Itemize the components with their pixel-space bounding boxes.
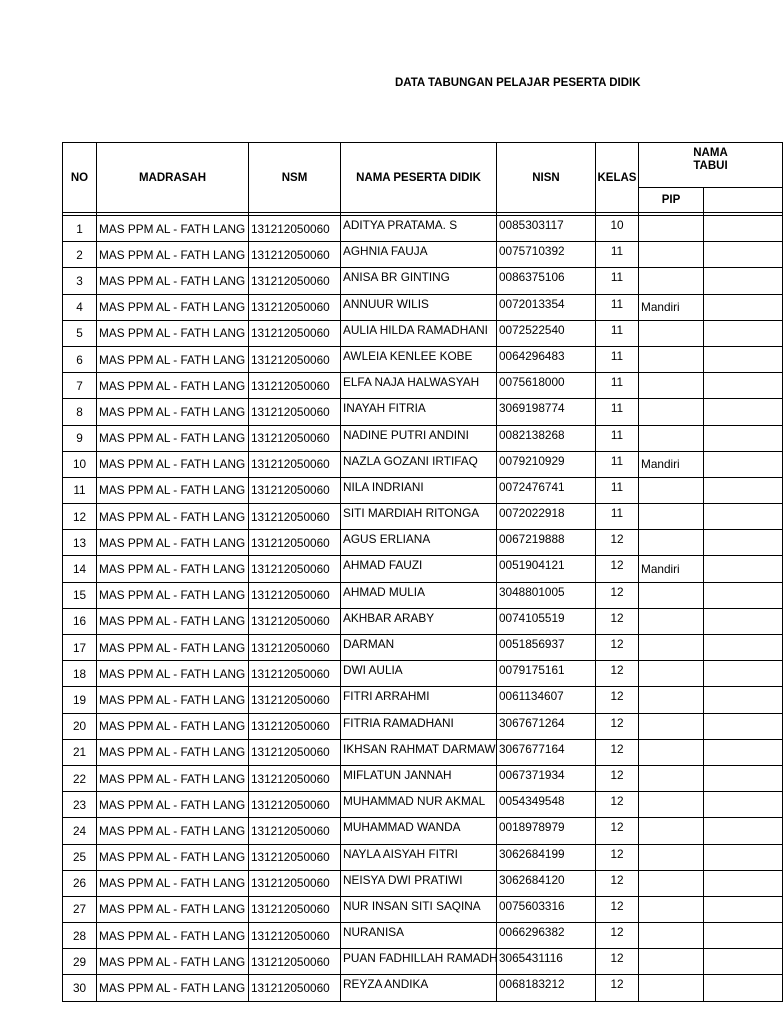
cell-nisn: 0085303117 bbox=[497, 216, 596, 242]
cell-nisn: 3062684199 bbox=[497, 844, 596, 870]
header-blank bbox=[704, 188, 783, 213]
cell-madrasah: MAS PPM AL - FATH LANG bbox=[97, 923, 249, 949]
cell-blank bbox=[704, 687, 783, 713]
cell-nisn: 3069198774 bbox=[497, 399, 596, 425]
cell-pip bbox=[639, 713, 704, 739]
cell-blank bbox=[704, 923, 783, 949]
cell-nsm: 131212050060 bbox=[249, 608, 341, 634]
table-row bbox=[63, 975, 783, 1001]
cell-madrasah: MAS PPM AL - FATH LANG bbox=[97, 818, 249, 844]
cell-kelas: 11 bbox=[596, 477, 639, 503]
cell-blank bbox=[704, 713, 783, 739]
cell-nama-peserta-didik: AHMAD FAUZI bbox=[341, 556, 497, 582]
cell-nsm: 131212050060 bbox=[249, 661, 341, 687]
table-row bbox=[63, 713, 783, 739]
cell-nsm: 131212050060 bbox=[249, 346, 341, 372]
cell-pip bbox=[639, 399, 704, 425]
cell-no: 14 bbox=[63, 556, 97, 582]
table-row bbox=[63, 608, 783, 634]
cell-kelas: 11 bbox=[596, 399, 639, 425]
cell-blank bbox=[704, 635, 783, 661]
table-row bbox=[63, 582, 783, 608]
cell-pip bbox=[639, 373, 704, 399]
cell-no: 21 bbox=[63, 739, 97, 765]
cell-blank bbox=[704, 975, 783, 1001]
cell-kelas: 11 bbox=[596, 346, 639, 372]
cell-nama-peserta-didik: ADITYA PRATAMA. S bbox=[341, 216, 497, 242]
cell-madrasah: MAS PPM AL - FATH LANG bbox=[97, 975, 249, 1001]
cell-kelas: 12 bbox=[596, 556, 639, 582]
cell-no: 26 bbox=[63, 870, 97, 896]
cell-blank bbox=[704, 399, 783, 425]
cell-madrasah: MAS PPM AL - FATH LANG bbox=[97, 373, 249, 399]
cell-kelas: 11 bbox=[596, 373, 639, 399]
cell-nisn: 0018978979 bbox=[497, 818, 596, 844]
cell-kelas: 11 bbox=[596, 268, 639, 294]
cell-no: 27 bbox=[63, 896, 97, 922]
cell-nama-peserta-didik: DARMAN bbox=[341, 635, 497, 661]
cell-blank bbox=[704, 320, 783, 346]
cell-nama-peserta-didik: ANNUUR WILIS bbox=[341, 294, 497, 320]
cell-nsm: 131212050060 bbox=[249, 923, 341, 949]
cell-kelas: 12 bbox=[596, 818, 639, 844]
cell-nisn: 3067671264 bbox=[497, 713, 596, 739]
cell-nsm: 131212050060 bbox=[249, 425, 341, 451]
cell-nisn: 3048801005 bbox=[497, 582, 596, 608]
cell-kelas: 12 bbox=[596, 739, 639, 765]
cell-no: 4 bbox=[63, 294, 97, 320]
cell-nama-peserta-didik: PUAN FADHILLAH RAMADH bbox=[341, 949, 497, 975]
cell-pip bbox=[639, 425, 704, 451]
cell-no: 22 bbox=[63, 765, 97, 791]
cell-nsm: 131212050060 bbox=[249, 268, 341, 294]
cell-no: 16 bbox=[63, 608, 97, 634]
cell-nsm: 131212050060 bbox=[249, 530, 341, 556]
cell-nisn: 0067219888 bbox=[497, 530, 596, 556]
cell-nsm: 131212050060 bbox=[249, 844, 341, 870]
cell-kelas: 11 bbox=[596, 242, 639, 268]
cell-blank bbox=[704, 504, 783, 530]
cell-pip bbox=[639, 661, 704, 687]
cell-pip bbox=[639, 949, 704, 975]
cell-madrasah: MAS PPM AL - FATH LANG bbox=[97, 556, 249, 582]
cell-nisn: 0075603316 bbox=[497, 896, 596, 922]
cell-madrasah: MAS PPM AL - FATH LANG bbox=[97, 504, 249, 530]
cell-nama-peserta-didik: AGUS ERLIANA bbox=[341, 530, 497, 556]
cell-no: 6 bbox=[63, 346, 97, 372]
cell-nsm: 131212050060 bbox=[249, 975, 341, 1001]
cell-madrasah: MAS PPM AL - FATH LANG bbox=[97, 635, 249, 661]
cell-nsm: 131212050060 bbox=[249, 504, 341, 530]
cell-nisn: 0072476741 bbox=[497, 477, 596, 503]
cell-no: 7 bbox=[63, 373, 97, 399]
cell-nisn: 0075710392 bbox=[497, 242, 596, 268]
cell-nisn: 0079175161 bbox=[497, 661, 596, 687]
student-savings-table bbox=[62, 142, 783, 1002]
table-row bbox=[63, 451, 783, 477]
cell-nama-peserta-didik: MUHAMMAD NUR AKMAL bbox=[341, 792, 497, 818]
cell-kelas: 12 bbox=[596, 608, 639, 634]
cell-nisn: 0075618000 bbox=[497, 373, 596, 399]
cell-blank bbox=[704, 530, 783, 556]
cell-nsm: 131212050060 bbox=[249, 870, 341, 896]
cell-blank bbox=[704, 818, 783, 844]
cell-madrasah: MAS PPM AL - FATH LANG bbox=[97, 949, 249, 975]
cell-blank bbox=[704, 844, 783, 870]
student-savings-table-viewport bbox=[62, 142, 728, 996]
table-row bbox=[63, 844, 783, 870]
cell-kelas: 12 bbox=[596, 713, 639, 739]
header-group-line1: NAMA bbox=[693, 147, 728, 159]
table-row bbox=[63, 530, 783, 556]
cell-pip bbox=[639, 477, 704, 503]
header-kelas: KELAS bbox=[596, 143, 639, 213]
cell-madrasah: MAS PPM AL - FATH LANG bbox=[97, 739, 249, 765]
cell-nama-peserta-didik: AHMAD MULIA bbox=[341, 582, 497, 608]
cell-nama-peserta-didik: NUR INSAN SITI SAQINA bbox=[341, 896, 497, 922]
header-row bbox=[63, 143, 783, 188]
cell-nsm: 131212050060 bbox=[249, 451, 341, 477]
cell-kelas: 12 bbox=[596, 870, 639, 896]
cell-madrasah: MAS PPM AL - FATH LANG bbox=[97, 608, 249, 634]
cell-nama-peserta-didik: INAYAH FITRIA bbox=[341, 399, 497, 425]
table-row bbox=[63, 739, 783, 765]
cell-no: 24 bbox=[63, 818, 97, 844]
table-row bbox=[63, 949, 783, 975]
cell-nsm: 131212050060 bbox=[249, 556, 341, 582]
cell-nisn: 0067371934 bbox=[497, 765, 596, 791]
cell-pip bbox=[639, 844, 704, 870]
cell-pip: Mandiri bbox=[639, 294, 704, 320]
cell-nsm: 131212050060 bbox=[249, 373, 341, 399]
cell-nama-peserta-didik: MIFLATUN JANNAH bbox=[341, 765, 497, 791]
cell-nisn: 0054349548 bbox=[497, 792, 596, 818]
header-pip: PIP bbox=[639, 188, 704, 213]
cell-nsm: 131212050060 bbox=[249, 582, 341, 608]
cell-no: 15 bbox=[63, 582, 97, 608]
cell-nisn: 0061134607 bbox=[497, 687, 596, 713]
cell-blank bbox=[704, 765, 783, 791]
cell-no: 8 bbox=[63, 399, 97, 425]
cell-no: 2 bbox=[63, 242, 97, 268]
cell-pip bbox=[639, 739, 704, 765]
cell-kelas: 12 bbox=[596, 765, 639, 791]
cell-pip bbox=[639, 530, 704, 556]
cell-madrasah: MAS PPM AL - FATH LANG bbox=[97, 346, 249, 372]
cell-nama-peserta-didik: NURANISA bbox=[341, 923, 497, 949]
cell-nisn: 0064296483 bbox=[497, 346, 596, 372]
table-row bbox=[63, 346, 783, 372]
table-row bbox=[63, 635, 783, 661]
cell-kelas: 12 bbox=[596, 923, 639, 949]
cell-nama-peserta-didik: NILA INDRIANI bbox=[341, 477, 497, 503]
cell-nsm: 131212050060 bbox=[249, 477, 341, 503]
cell-pip bbox=[639, 346, 704, 372]
table-row bbox=[63, 504, 783, 530]
cell-pip bbox=[639, 870, 704, 896]
cell-kelas: 12 bbox=[596, 530, 639, 556]
cell-nsm: 131212050060 bbox=[249, 687, 341, 713]
cell-pip bbox=[639, 216, 704, 242]
table-row bbox=[63, 792, 783, 818]
cell-nisn: 3067677164 bbox=[497, 739, 596, 765]
cell-nsm: 131212050060 bbox=[249, 294, 341, 320]
cell-no: 23 bbox=[63, 792, 97, 818]
cell-madrasah: MAS PPM AL - FATH LANG bbox=[97, 451, 249, 477]
cell-madrasah: MAS PPM AL - FATH LANG bbox=[97, 294, 249, 320]
cell-madrasah: MAS PPM AL - FATH LANG bbox=[97, 425, 249, 451]
table-row bbox=[63, 320, 783, 346]
cell-nama-peserta-didik: AKHBAR ARABY bbox=[341, 608, 497, 634]
cell-nama-peserta-didik: ANISA BR GINTING bbox=[341, 268, 497, 294]
table-row bbox=[63, 294, 783, 320]
cell-nsm: 131212050060 bbox=[249, 765, 341, 791]
table-row bbox=[63, 870, 783, 896]
cell-nama-peserta-didik: NEISYA DWI PRATIWI bbox=[341, 870, 497, 896]
cell-blank bbox=[704, 582, 783, 608]
table-row bbox=[63, 268, 783, 294]
cell-kelas: 11 bbox=[596, 504, 639, 530]
cell-nisn: 0051856937 bbox=[497, 635, 596, 661]
cell-kelas: 12 bbox=[596, 949, 639, 975]
cell-blank bbox=[704, 294, 783, 320]
cell-nisn: 0079210929 bbox=[497, 451, 596, 477]
cell-nama-peserta-didik: NAZLA GOZANI IRTIFAQ bbox=[341, 451, 497, 477]
cell-madrasah: MAS PPM AL - FATH LANG bbox=[97, 530, 249, 556]
cell-pip bbox=[639, 975, 704, 1001]
cell-madrasah: MAS PPM AL - FATH LANG bbox=[97, 870, 249, 896]
cell-kelas: 12 bbox=[596, 661, 639, 687]
cell-nisn: 0072022918 bbox=[497, 504, 596, 530]
cell-kelas: 11 bbox=[596, 294, 639, 320]
cell-pip bbox=[639, 242, 704, 268]
cell-pip bbox=[639, 635, 704, 661]
cell-blank bbox=[704, 346, 783, 372]
cell-no: 3 bbox=[63, 268, 97, 294]
cell-nsm: 131212050060 bbox=[249, 635, 341, 661]
cell-blank bbox=[704, 216, 783, 242]
table-row bbox=[63, 242, 783, 268]
cell-nama-peserta-didik: AGHNIA FAUJA bbox=[341, 242, 497, 268]
cell-blank bbox=[704, 477, 783, 503]
header-nisn: NISN bbox=[497, 143, 596, 213]
cell-pip bbox=[639, 268, 704, 294]
cell-madrasah: MAS PPM AL - FATH LANG bbox=[97, 320, 249, 346]
cell-nama-peserta-didik: IKHSAN RAHMAT DARMAW bbox=[341, 739, 497, 765]
cell-nsm: 131212050060 bbox=[249, 216, 341, 242]
cell-no: 11 bbox=[63, 477, 97, 503]
cell-blank bbox=[704, 242, 783, 268]
cell-nsm: 131212050060 bbox=[249, 320, 341, 346]
cell-kelas: 12 bbox=[596, 792, 639, 818]
table-row bbox=[63, 556, 783, 582]
table-row bbox=[63, 216, 783, 242]
table-row bbox=[63, 818, 783, 844]
cell-no: 12 bbox=[63, 504, 97, 530]
table-body bbox=[63, 213, 783, 1002]
header-nama-peserta-didik: NAMA PESERTA DIDIK bbox=[341, 143, 497, 213]
cell-pip bbox=[639, 765, 704, 791]
cell-madrasah: MAS PPM AL - FATH LANG bbox=[97, 242, 249, 268]
table-row bbox=[63, 765, 783, 791]
cell-nisn: 0068183212 bbox=[497, 975, 596, 1001]
cell-nisn: 0066296382 bbox=[497, 923, 596, 949]
cell-nsm: 131212050060 bbox=[249, 739, 341, 765]
cell-kelas: 10 bbox=[596, 216, 639, 242]
cell-pip bbox=[639, 320, 704, 346]
cell-nsm: 131212050060 bbox=[249, 399, 341, 425]
cell-madrasah: MAS PPM AL - FATH LANG bbox=[97, 713, 249, 739]
cell-blank bbox=[704, 870, 783, 896]
table-row bbox=[63, 425, 783, 451]
cell-no: 1 bbox=[63, 216, 97, 242]
cell-nisn: 0072522540 bbox=[497, 320, 596, 346]
cell-nisn: 3065431116 bbox=[497, 949, 596, 975]
cell-madrasah: MAS PPM AL - FATH LANG bbox=[97, 661, 249, 687]
cell-pip bbox=[639, 582, 704, 608]
cell-pip: Mandiri bbox=[639, 451, 704, 477]
cell-no: 18 bbox=[63, 661, 97, 687]
cell-kelas: 11 bbox=[596, 451, 639, 477]
cell-kelas: 12 bbox=[596, 896, 639, 922]
cell-nisn: 3062684120 bbox=[497, 870, 596, 896]
cell-nisn: 0051904121 bbox=[497, 556, 596, 582]
cell-pip bbox=[639, 818, 704, 844]
cell-blank bbox=[704, 556, 783, 582]
table-row bbox=[63, 399, 783, 425]
table-row bbox=[63, 687, 783, 713]
table-row bbox=[63, 661, 783, 687]
cell-nsm: 131212050060 bbox=[249, 242, 341, 268]
cell-nama-peserta-didik: DWI AULIA bbox=[341, 661, 497, 687]
cell-blank bbox=[704, 268, 783, 294]
cell-no: 13 bbox=[63, 530, 97, 556]
cell-madrasah: MAS PPM AL - FATH LANG bbox=[97, 896, 249, 922]
header-nsm: NSM bbox=[249, 143, 341, 213]
cell-madrasah: MAS PPM AL - FATH LANG bbox=[97, 765, 249, 791]
cell-nama-peserta-didik: NADINE PUTRI ANDINI bbox=[341, 425, 497, 451]
cell-nama-peserta-didik: AWLEIA KENLEE KOBE bbox=[341, 346, 497, 372]
header-no: NO bbox=[63, 143, 97, 213]
cell-nama-peserta-didik: REYZA ANDIKA bbox=[341, 975, 497, 1001]
cell-nisn: 0072013354 bbox=[497, 294, 596, 320]
cell-nama-peserta-didik: SITI MARDIAH RITONGA bbox=[341, 504, 497, 530]
page-title: DATA TABUNGAN PELAJAR PESERTA DIDIK bbox=[395, 77, 641, 89]
cell-no: 29 bbox=[63, 949, 97, 975]
cell-blank bbox=[704, 425, 783, 451]
cell-kelas: 12 bbox=[596, 844, 639, 870]
cell-madrasah: MAS PPM AL - FATH LANG bbox=[97, 792, 249, 818]
cell-nsm: 131212050060 bbox=[249, 818, 341, 844]
cell-nama-peserta-didik: MUHAMMAD WANDA bbox=[341, 818, 497, 844]
cell-nsm: 131212050060 bbox=[249, 792, 341, 818]
cell-no: 19 bbox=[63, 687, 97, 713]
cell-pip bbox=[639, 923, 704, 949]
cell-blank bbox=[704, 739, 783, 765]
cell-pip bbox=[639, 608, 704, 634]
cell-nsm: 131212050060 bbox=[249, 713, 341, 739]
cell-madrasah: MAS PPM AL - FATH LANG bbox=[97, 399, 249, 425]
cell-no: 10 bbox=[63, 451, 97, 477]
cell-pip: Mandiri bbox=[639, 556, 704, 582]
cell-no: 28 bbox=[63, 923, 97, 949]
cell-nama-peserta-didik: NAYLA AISYAH FITRI bbox=[341, 844, 497, 870]
cell-blank bbox=[704, 661, 783, 687]
cell-no: 30 bbox=[63, 975, 97, 1001]
cell-kelas: 11 bbox=[596, 425, 639, 451]
cell-blank bbox=[704, 608, 783, 634]
cell-kelas: 12 bbox=[596, 975, 639, 1001]
cell-kelas: 12 bbox=[596, 635, 639, 661]
cell-nsm: 131212050060 bbox=[249, 949, 341, 975]
cell-madrasah: MAS PPM AL - FATH LANG bbox=[97, 477, 249, 503]
cell-blank bbox=[704, 949, 783, 975]
table-row bbox=[63, 477, 783, 503]
table-row bbox=[63, 896, 783, 922]
cell-nisn: 0074105519 bbox=[497, 608, 596, 634]
cell-nama-peserta-didik: FITRIA RAMADHANI bbox=[341, 713, 497, 739]
cell-pip bbox=[639, 687, 704, 713]
cell-kelas: 12 bbox=[596, 582, 639, 608]
cell-no: 20 bbox=[63, 713, 97, 739]
cell-blank bbox=[704, 896, 783, 922]
cell-nama-peserta-didik: AULIA HILDA RAMADHANI bbox=[341, 320, 497, 346]
cell-madrasah: MAS PPM AL - FATH LANG bbox=[97, 687, 249, 713]
cell-pip bbox=[639, 896, 704, 922]
header-madrasah: MADRASAH bbox=[97, 143, 249, 213]
cell-no: 5 bbox=[63, 320, 97, 346]
cell-pip bbox=[639, 792, 704, 818]
header-group-line2: TABUI bbox=[693, 160, 728, 172]
cell-nsm: 131212050060 bbox=[249, 896, 341, 922]
cell-pip bbox=[639, 504, 704, 530]
cell-madrasah: MAS PPM AL - FATH LANG bbox=[97, 216, 249, 242]
cell-kelas: 11 bbox=[596, 320, 639, 346]
table-row bbox=[63, 373, 783, 399]
cell-nisn: 0086375106 bbox=[497, 268, 596, 294]
cell-madrasah: MAS PPM AL - FATH LANG bbox=[97, 844, 249, 870]
cell-no: 17 bbox=[63, 635, 97, 661]
header-nama-tabungan-group bbox=[639, 143, 783, 188]
cell-madrasah: MAS PPM AL - FATH LANG bbox=[97, 268, 249, 294]
cell-no: 9 bbox=[63, 425, 97, 451]
cell-nisn: 0082138268 bbox=[497, 425, 596, 451]
cell-blank bbox=[704, 792, 783, 818]
cell-nama-peserta-didik: FITRI ARRAHMI bbox=[341, 687, 497, 713]
cell-madrasah: MAS PPM AL - FATH LANG bbox=[97, 582, 249, 608]
cell-blank bbox=[704, 373, 783, 399]
cell-blank bbox=[704, 451, 783, 477]
cell-nama-peserta-didik: ELFA NAJA HALWASYAH bbox=[341, 373, 497, 399]
cell-kelas: 12 bbox=[596, 687, 639, 713]
table-row bbox=[63, 923, 783, 949]
cell-no: 25 bbox=[63, 844, 97, 870]
